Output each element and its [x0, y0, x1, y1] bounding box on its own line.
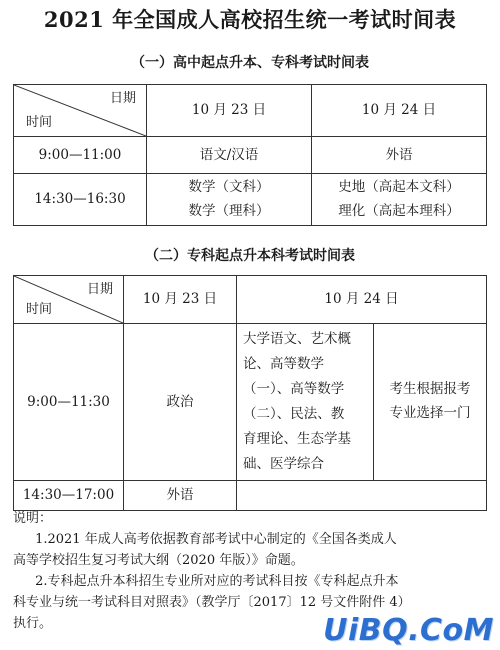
subject-line: 础、医学综合: [243, 455, 324, 472]
date-header-label: 日期: [86, 282, 113, 297]
time-cell: 14:30—17:00: [14, 481, 124, 511]
table-header-row: [14, 276, 487, 324]
subject-line: 数学（理科）: [188, 202, 270, 219]
day2-header: 10 月 24 日: [237, 276, 487, 324]
subject-line: 论、高等数学: [243, 356, 324, 373]
subject-cell: 政治: [124, 324, 237, 481]
subject-line: （二）、民法、教: [243, 406, 345, 422]
table-row: [14, 324, 487, 481]
note-item-2-line-3: 执行。: [13, 616, 53, 632]
subject-cell: [312, 174, 487, 226]
notes-heading: 说明：: [13, 511, 53, 526]
subject-line: 大学语文、艺术概: [243, 331, 351, 348]
subject-line: 史地（高起本文科）: [338, 178, 460, 195]
subject-cell: 外语: [124, 481, 237, 511]
day1-header: 10 月 23 日: [147, 85, 312, 137]
page-title: 2021 年全国成人高校招生统一考试时间表: [43, 7, 457, 32]
time-cell: 9:00—11:00: [14, 137, 147, 174]
note-item-1-line-2: 高等学校招生复习考试大纲（2020 年版）》命题。: [13, 553, 304, 569]
time-header-label: 时间: [26, 114, 53, 130]
subject-cell: 外语: [312, 137, 487, 174]
schedule-table-1: [13, 84, 487, 226]
day1-header: 10 月 23 日: [124, 276, 237, 324]
table-row: [14, 481, 487, 511]
subject-line: （一）、高等数学: [243, 381, 345, 398]
section2-heading: （二）专科起点升本科考试时间表: [145, 248, 355, 264]
schedule-table-2: [13, 275, 487, 511]
date-header-label: 日期: [109, 91, 136, 106]
note-item-2-line-1: 2.专科起点升本科招生专业所对应的考试科目按《专科起点升本: [35, 574, 399, 590]
note-item-1-line-1: 1.2021 年成人高考依据教育部考试中心制定的《全国各类成人: [35, 532, 397, 548]
empty-cell: [237, 481, 487, 511]
table-header-row: [14, 85, 487, 137]
time-cell: 9:00—11:30: [14, 324, 124, 481]
table-row: [14, 137, 487, 174]
diagonal-header-cell: [14, 276, 124, 324]
subject-cell: [147, 174, 312, 226]
time-cell: 14:30—16:30: [14, 174, 147, 226]
day2-header: 10 月 24 日: [312, 85, 487, 137]
note-line: 专业选择一门: [389, 405, 471, 421]
time-header-label: 时间: [26, 301, 53, 317]
subject-line: 育理论、生态学基: [243, 430, 351, 447]
subject-list-cell: [237, 324, 374, 481]
subject-cell: 语文/汉语: [147, 137, 312, 174]
site-watermark: UiBQ.CoM: [323, 613, 494, 648]
note-item-2-line-2: 科专业与统一考试科目对照表》（教学厅〔2017〕12 号文件附件 4）: [13, 595, 411, 611]
choice-note-cell: [374, 324, 487, 481]
table-row: [14, 174, 487, 226]
note-line: 考生根据报考: [389, 381, 471, 398]
subject-line: 数学（文科）: [188, 178, 270, 195]
diagonal-header-cell: [14, 85, 147, 137]
section1-heading: （一）高中起点升本、专科考试时间表: [131, 55, 369, 71]
subject-line: 理化（高起本理科）: [338, 202, 460, 219]
